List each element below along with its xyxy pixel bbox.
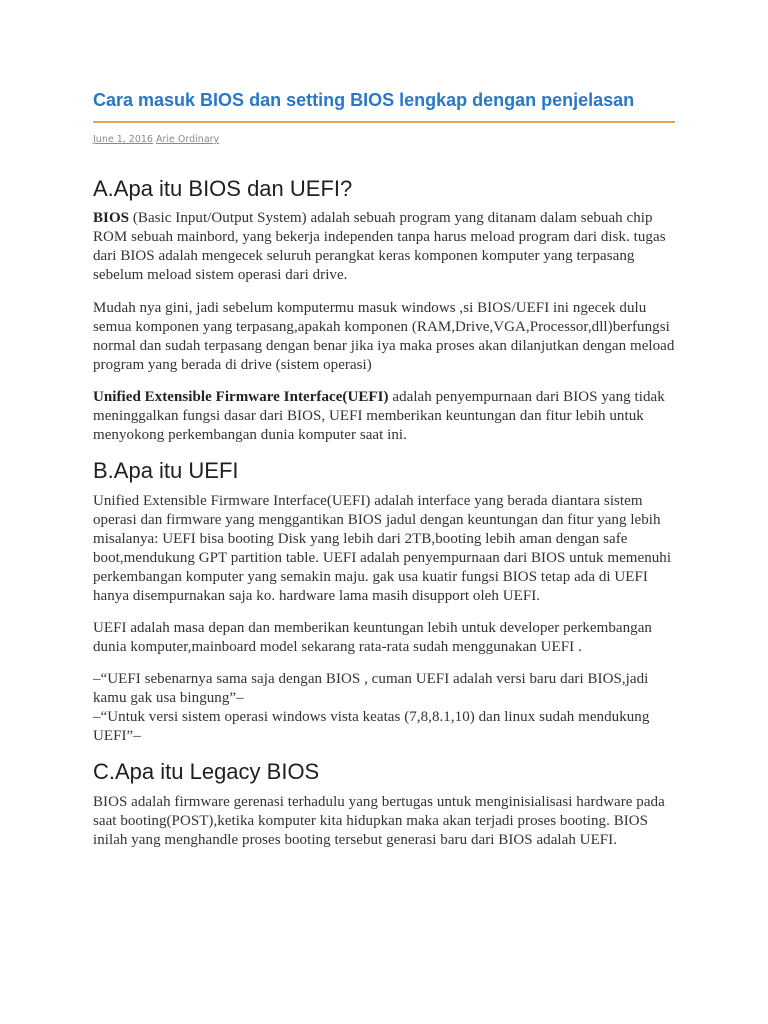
paragraph-legacy-bios: BIOS adalah firmware gerenasi terhadulu yang bertugas untuk menginisialisasi hardware pada saat booting(POST),ketika komputer kita hidupkan maka akan terjadi proses booting. BIOS inilah yang menghandle proses booting tersebut generasi baru dari BIOS adalah UEFI. xyxy=(93,794,665,848)
paragraph-bios-definition xyxy=(93,209,675,285)
post-author-link[interactable]: Arie Ordinary xyxy=(156,134,220,145)
post-content xyxy=(93,175,675,850)
bold-term-uefi: Unified Extensible Firmware Interface(UEFI) xyxy=(93,389,389,405)
quote-block xyxy=(93,670,675,746)
post-date-link[interactable]: June 1, 2016 xyxy=(93,134,153,145)
quote-line: –“Untuk versi sistem operasi windows vista keatas (7,8,8.1,10) dan linux sudah mendukung UEFI”– xyxy=(93,709,650,744)
section-heading-uefi: B.Apa itu UEFI xyxy=(93,458,239,483)
section-heading-legacy-bios: C.Apa itu Legacy BIOS xyxy=(93,759,320,784)
paragraph-text: adalah penyempurnaan dari BIOS yang tidak meninggalkan fungsi dasar dari BIOS, UEFI memberikan keuntungan dan fitur lebih untuk menyokong perkembangan dunia komputer saat ini. xyxy=(93,389,665,443)
section-heading-bios-uefi: A.Apa itu BIOS dan UEFI? xyxy=(93,176,353,201)
post-title[interactable]: Cara masuk BIOS dan setting BIOS lengkap dengan penjelasan xyxy=(93,90,635,110)
paragraph-text: (Basic Input/Output System) adalah sebuah program yang ditanam dalam sebuah chip ROM sebuah mainbord, yang bekerja independen tanpa harus meload program dari disk. tugas dari BIOS adalah mengecek seluruh perangkat keras komponen komputer yang terpasang sebelum meload sistem operasi dari drive. xyxy=(93,210,666,283)
paragraph-uefi-intro xyxy=(93,388,675,445)
paragraph-uefi-definition: Unified Extensible Firmware Interface(UEFI) adalah interface yang berada diantara sistem operasi dan firmware yang menggantikan BIOS jadul dengan keuntungan dan fitur yang lebih misalanya: UEFI bisa booting Disk yang lebih dari 2TB,booting lebih aman dengan safe boot,mendukung GPT partition table. UEFI adalah penyempurnaan dari BIOS untuk memenuhi perkembangan komputer yang semakin maju. gak usa kuatir fungsi BIOS tetap ada di UEFI hanya disempurnakan saja ko. hardware lama masih disupport oleh UEFI. xyxy=(93,493,672,604)
bold-term-bios: BIOS xyxy=(93,210,130,226)
article xyxy=(93,86,675,850)
paragraph-uefi-future: UEFI adalah masa depan dan memberikan keuntungan lebih untuk developer perkembangan dunia komputer,mainboard model sekarang rata-rata sudah menggunakan UEFI . xyxy=(93,620,652,655)
title-divider xyxy=(93,121,675,123)
paragraph-bios-simple: Mudah nya gini, jadi sebelum komputermu masuk windows ,si BIOS/UEFI ini ngecek dulu semua komponen yang terpasang,apakah komponen (RAM,Drive,VGA,Processor,dll)berfungsi normal dan sudah terpasang dengan benar jika iya maka proses akan dilanjutkan dengan meload program yang berada di drive (sistem operasi) xyxy=(93,300,675,373)
quote-line: –“UEFI sebenarnya sama saja dengan BIOS , cuman UEFI adalah versi baru dari BIOS,jadi kamu gak usa bingung”– xyxy=(93,671,649,706)
post-meta xyxy=(93,133,675,147)
